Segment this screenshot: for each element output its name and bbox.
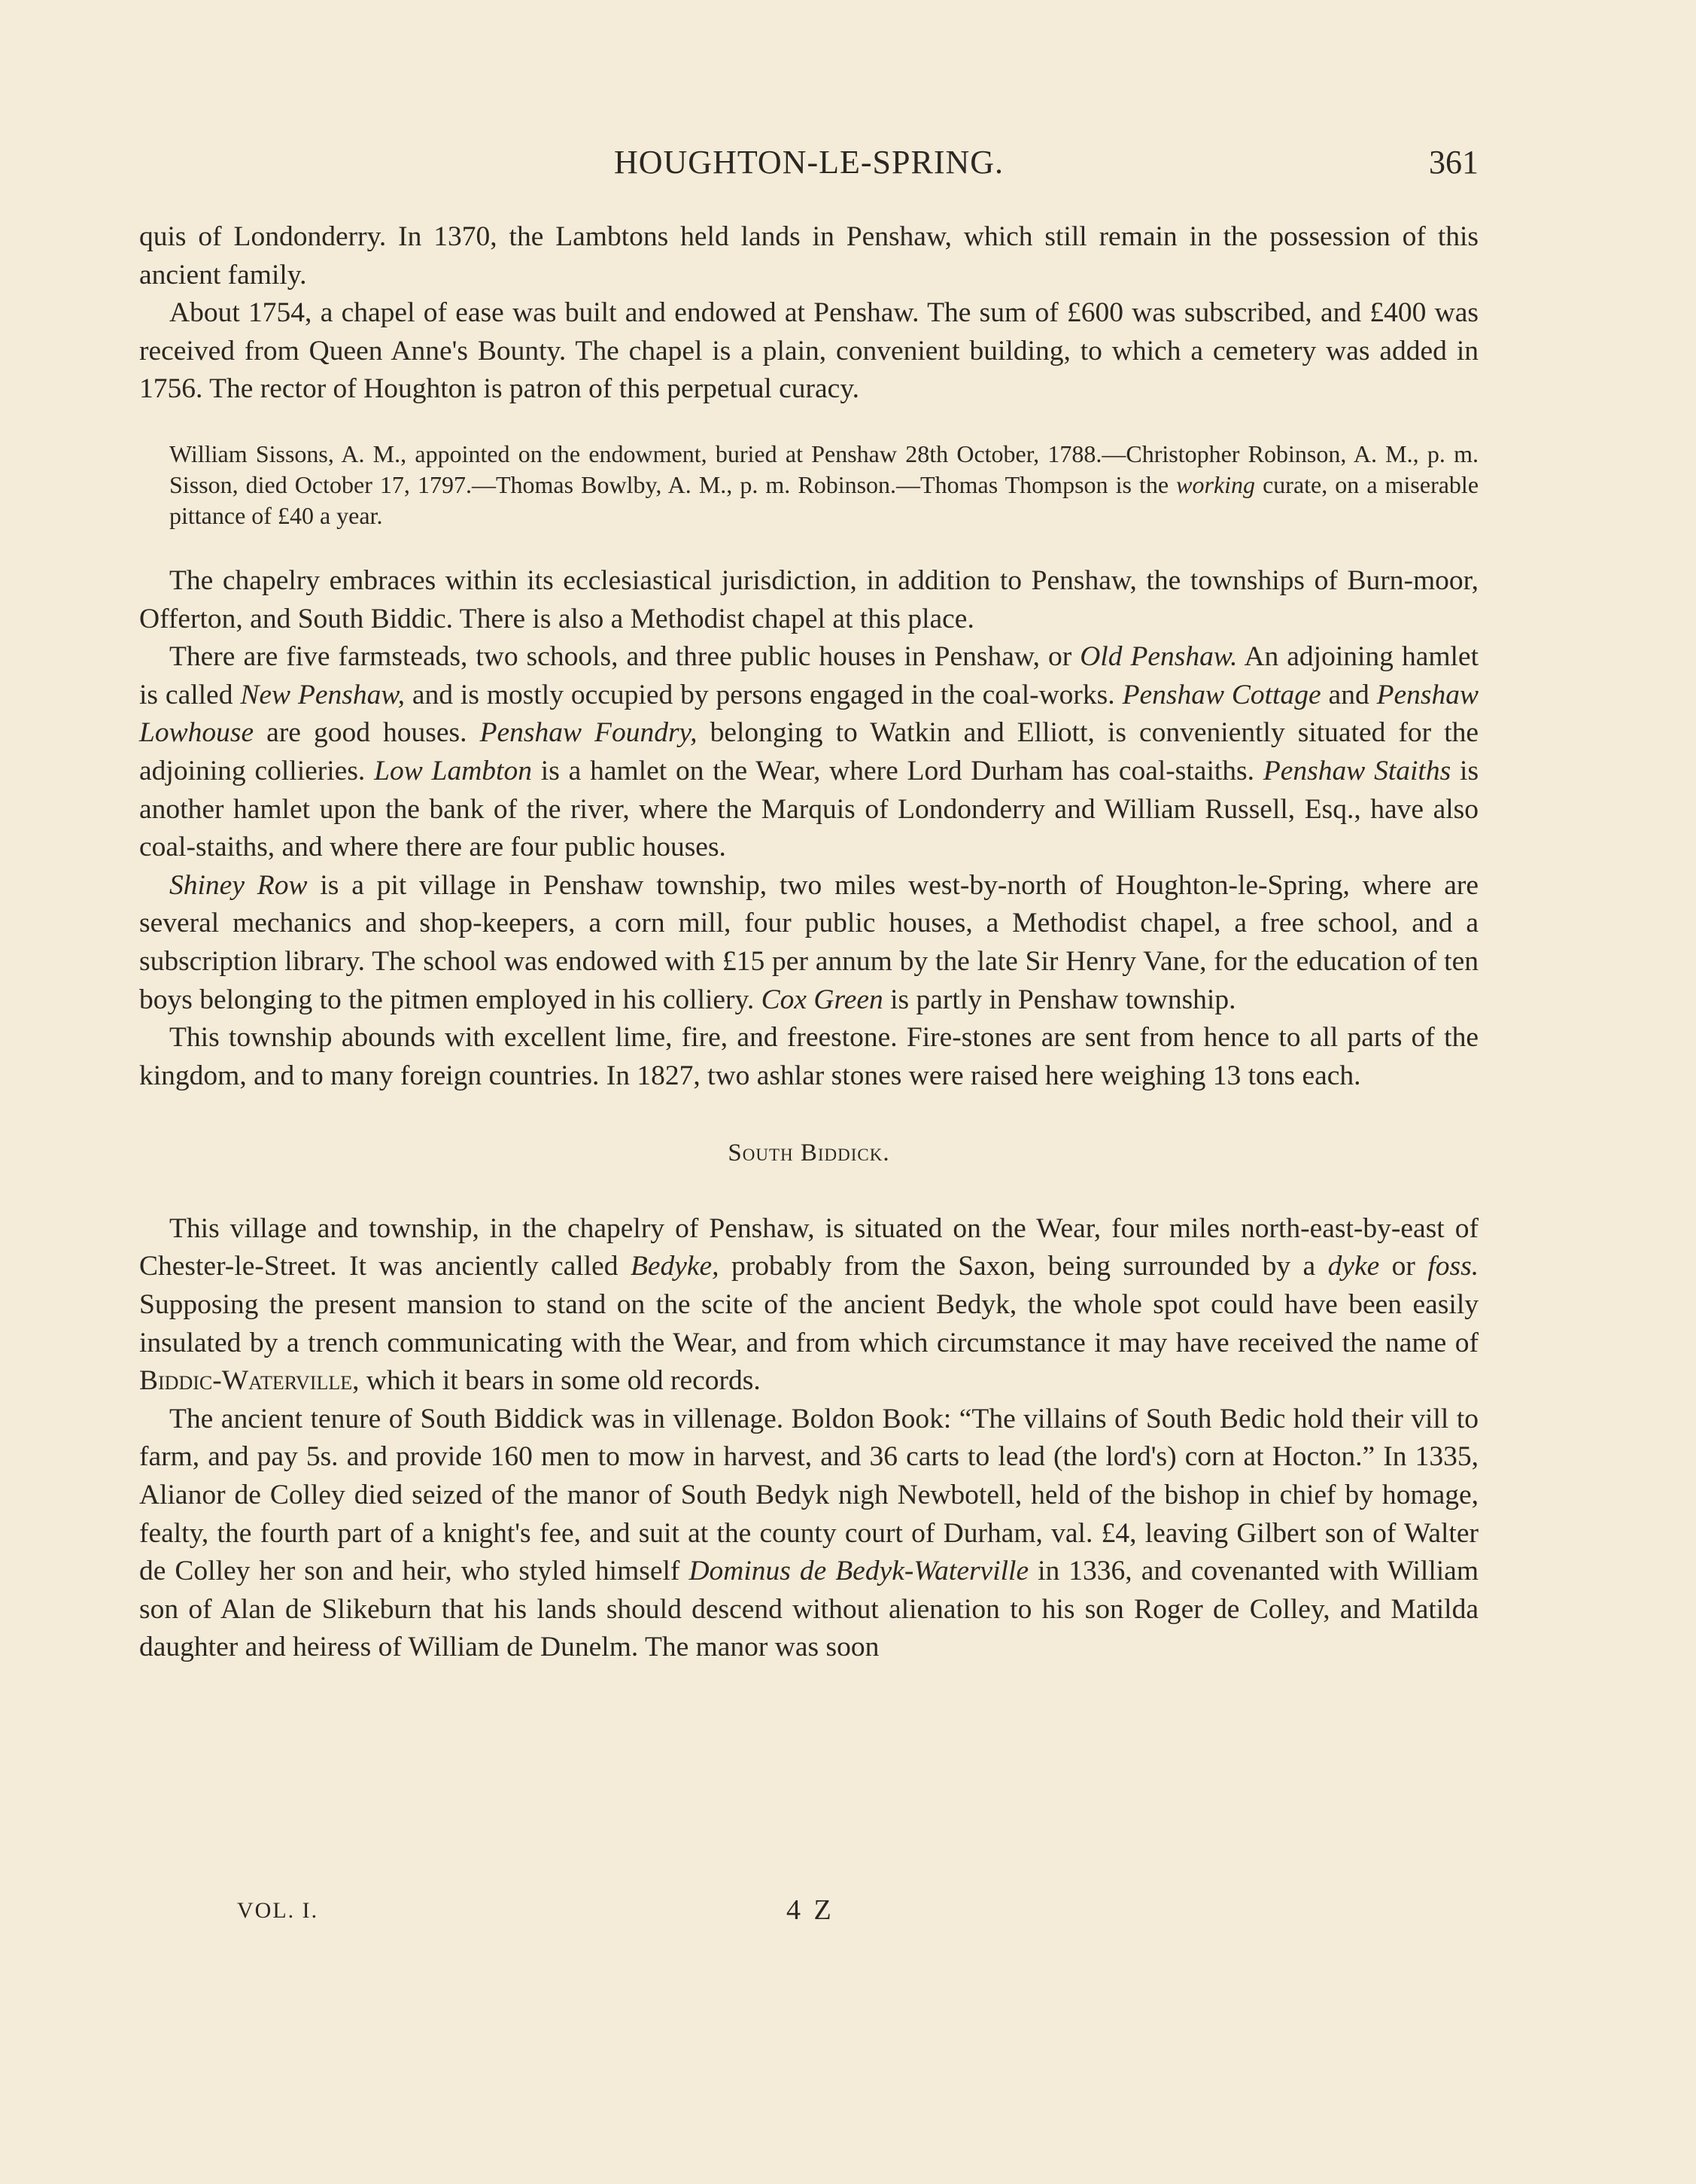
italic-title: Dominus de Bedyk-Waterville (688, 1556, 1029, 1587)
text-run: is a pit village in Penshaw township, two miles west-by-north of Houghton-le-Spring, where are several mechanics and shop-keepers, a corn mill, four public houses, a Methodist chapel, a free school, and a subscription library. The school was endowed with £15 per annum by the late Sir Henry Vane, for the education of ten boys belonging to the pitmen employed in his colliery. (139, 869, 1479, 1015)
text-run: and is mostly occupied by persons engaged in the coal-works. (412, 679, 1115, 710)
page-footer (139, 1894, 1479, 1936)
place-name: Penshaw Cottage (1122, 679, 1321, 710)
text-run: is a hamlet on the Wear, where Lord Durham has coal-staiths. (540, 755, 1254, 786)
text-run: or (1391, 1251, 1415, 1282)
text-run: Supposing the present mansion to stand on the scite of the ancient Bedyk, the whole spot could have been easily insulated by a trench communicating with the Wear, and from which circumstance it may have received the name of (139, 1289, 1479, 1358)
place-name: Penshaw Staiths (1263, 755, 1451, 786)
place-name: Low Lambton (374, 755, 532, 786)
text-run: probably from the Saxon, being surrounded by a (731, 1251, 1316, 1282)
text-run: An adjoining hamlet is called (139, 641, 1479, 710)
text-run: There are five farmsteads, two schools, and three public houses in Penshaw, or (169, 641, 1072, 673)
running-head (139, 143, 1479, 188)
text-run: is another hamlet upon the bank of the river, where the Marquis of Londonderry and William Russell, Esq., have also coal-staiths, and where there are four public houses. (139, 755, 1479, 863)
paragraph-londonderry: quis of Londonderry. In 1370, the Lambtons held lands in Penshaw, which still remain in the possession of this ancient family. (139, 221, 1479, 290)
text-run: which it bears in some old records. (366, 1365, 761, 1397)
footnote-text-1: William Sissons, A. M., appointed on the endowment, buried at Penshaw 28th October, 1788.—Christopher Robinson, A. M., p. m. Sisson, died October 17, 1797.—Thomas Bowlby, A. M., p. m. Robinson.—Thomas Thompson is the (169, 440, 1479, 498)
paragraph-south-biddick (139, 1210, 1479, 1401)
text-run: The ancient tenure of South Biddick was in villenage. Boldon Book: “The villains of South Bedic hold their vill to farm, and pay 5s. and provide 160 men to mow in harvest, and 36 carts to lead (the lord's) corn at Hocton.” In 1335, Alianor de Colley died seized of the manor of South Bedyk nigh Newbotell, held of the bishop in chief by homage, fealty, the fourth part of a knight's fee, and suit at the county court of Durham, val. £4, leaving Gilbert son of Walter de Colley her son and heir, who styled himself (139, 1403, 1479, 1587)
italic-term: dyke (1327, 1251, 1380, 1282)
text-run: in 1336, and covenanted with William son of Alan de Slikeburn that his lands should descend without alienation to his son Roger de Colley, and Matilda daughter and heiress of William de Dunelm. The manor was soon (139, 1556, 1479, 1663)
text-run: This village and township, in the chapelry of Penshaw, is situated on the Wear, four miles north-east-by-east of Chester-le-Street. It was anciently called (139, 1212, 1479, 1282)
place-name: Old Penshaw. (1080, 641, 1238, 673)
signature-mark: 4 Z (786, 1894, 834, 1926)
footnote-text-2: curate, on a miserable pittance of £40 a year. (169, 470, 1479, 529)
place-name: Cox Green (761, 984, 883, 1015)
place-name: Penshaw Foundry, (479, 717, 698, 749)
main-text (139, 218, 1479, 1667)
paragraph-township-stone: This township abounds with excellent lime, fire, and freestone. Fire-stones are sent from hence to all parts of the kingdom, and to many foreign countries. In 1827, two ashlar stones were raised here weighing 13 tons each. (139, 1022, 1479, 1091)
text-run: are good houses. (266, 717, 467, 749)
paragraph-shiney-row (139, 867, 1479, 1019)
text-run: belonging to Watkin and Elliott, is conveniently situated for the adjoining collieries. (139, 717, 1479, 786)
paragraph-ancient-tenure (139, 1401, 1479, 1667)
volume-label: VOL. I. (237, 1898, 319, 1923)
section-heading: South Biddick. (728, 1139, 890, 1167)
small-caps-name: Biddic-Waterville, (139, 1365, 360, 1397)
place-name: New Penshaw, (240, 679, 405, 710)
footnote-italic: working (1176, 470, 1256, 498)
italic-term: Bedyke, (630, 1251, 719, 1282)
paragraph-farmsteads (139, 638, 1479, 867)
paragraph-chapel-of-ease: About 1754, a chapel of ease was built and endowed at Penshaw. The sum of £600 was subscribed, and £400 was received from Queen Anne's Bounty. The chapel is a plain, convenient building, to which a cemetery was added in 1756. The rector of Houghton is patron of this perpetual curacy. (139, 297, 1479, 405)
italic-term: foss. (1427, 1251, 1479, 1282)
text-run: is partly in Penshaw township. (890, 984, 1236, 1015)
page-number: 361 (1429, 144, 1479, 181)
running-title: HOUGHTON-LE-SPRING. (613, 144, 1005, 181)
place-name: Shiney Row (169, 869, 308, 901)
place-name: Penshaw Lowhouse (139, 679, 1479, 749)
text-run: and (1328, 679, 1369, 710)
paragraph-chapelry: The chapelry embraces within its ecclesiastical jurisdiction, in addition to Penshaw, the townships of Burn-moor, Offerton, and South Biddic. There is also a Methodist chapel at this place. (139, 564, 1479, 634)
footnote-curates (139, 439, 1479, 531)
